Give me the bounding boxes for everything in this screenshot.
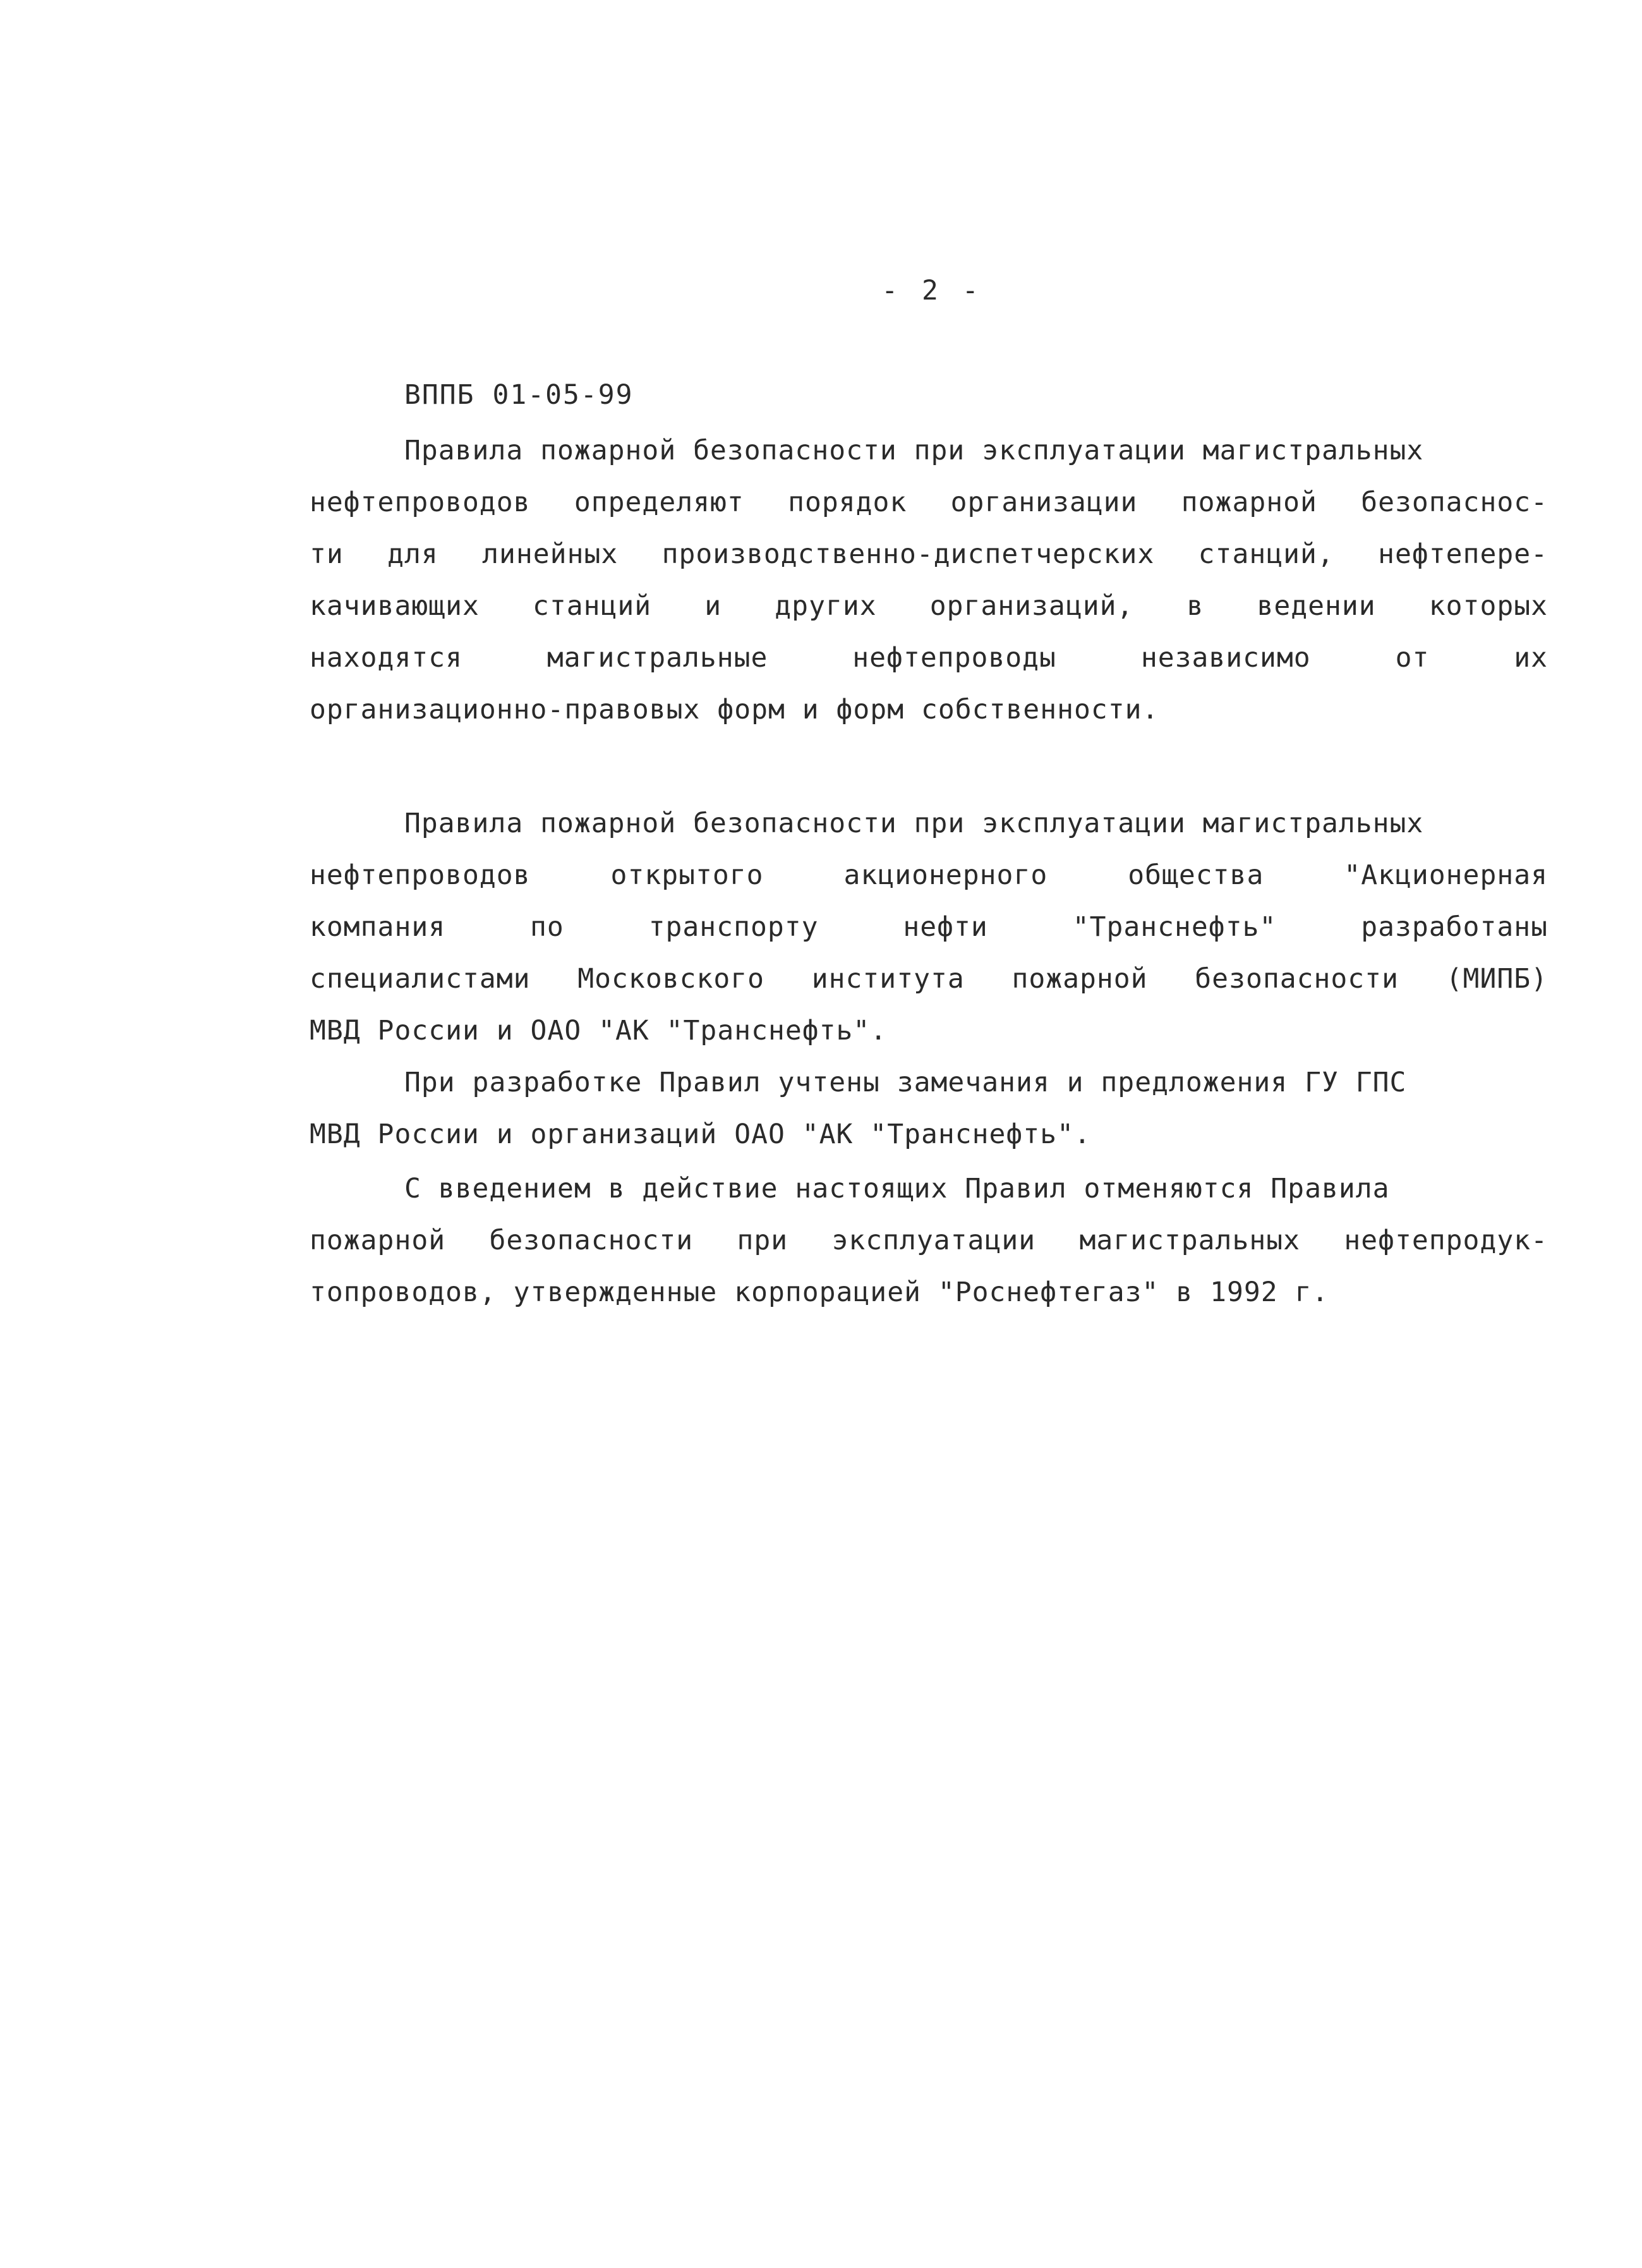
paragraph-line: При разработке Правил учтены замечания и предложения ГУ ГПС: [404, 1067, 1407, 1098]
paragraph-line: качивающих станций и других организаций, в ведении которых: [310, 590, 1548, 622]
paragraph-line: ти для линейных производственно-диспетчерских станций, нефтепере-: [310, 538, 1548, 570]
paragraph-line: Правила пожарной безопасности при эксплуатации магистральных: [404, 435, 1424, 466]
paragraph-line: находятся магистральные нефтепроводы независимо от их: [310, 642, 1548, 674]
paragraph-remarks: [310, 1057, 1548, 1160]
paragraph-line: С введением в действие настоящих Правил отменяются Правила: [404, 1173, 1390, 1204]
paragraph-line: пожарной безопасности при эксплуатации магистральных нефтепродук-: [310, 1225, 1548, 1256]
paragraph-line: компания по транспорту нефти "Транснефть" разработаны: [310, 911, 1548, 943]
paragraph-line: топроводов, утвержденные корпорацией "Роснефтегаз" в 1992 г.: [310, 1277, 1329, 1308]
paragraph-line: МВД России и организаций ОАО "АК "Транснефть".: [310, 1119, 1091, 1150]
paragraph-scope: [310, 425, 1548, 736]
paragraph-line: Правила пожарной безопасности при эксплуатации магистральных: [404, 808, 1424, 839]
paragraph-line: специалистами Московского института пожарной безопасности (МИПБ): [310, 963, 1548, 995]
paragraph-line: МВД России и ОАО "АК "Транснефть".: [310, 1015, 888, 1046]
paragraph-repeal: [310, 1163, 1548, 1318]
paragraph-developers: [310, 797, 1548, 1057]
page-number: - 2 -: [881, 275, 982, 306]
paragraph-line: нефтепроводов открытого акционерного общества "Акционерная: [310, 859, 1548, 891]
document-code: ВППБ 01-05-99: [404, 379, 634, 411]
paragraph-line: нефтепроводов определяют порядок организации пожарной безопаснос-: [310, 487, 1548, 518]
paragraph-line: организационно-правовых форм и форм собственности.: [310, 694, 1159, 725]
